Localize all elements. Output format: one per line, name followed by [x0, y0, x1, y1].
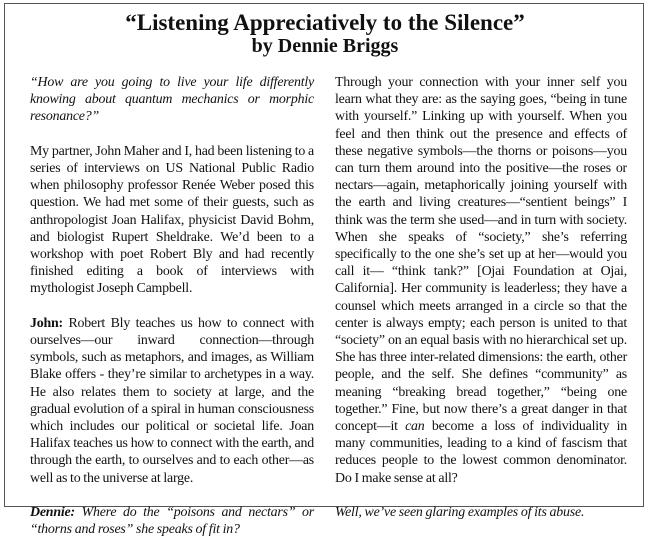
- john-text: Robert Bly teaches us how to connect with ourselves—our inward connection—through symbols, such as metaphors, and images, as William Blake offers - they’re similar to archetypes in a way. He also relates them to society at large, and the gradual evolution of a spiral in human consciousness which includes our political or societal life. Joan Halifax teaches us how to connect with the earth, and through the earth, to ourselves and to each other—as well as to the universe at large.: [30, 315, 314, 486]
- john-response-paragraph: [335, 74, 627, 487]
- right-column: [335, 74, 627, 538]
- article-byline: by Dennie Briggs: [251, 35, 399, 57]
- response-text-b: become a loss of individuality in many communities, leading to a kind of fascism that reduces people to the lowest common denominator. Do I make sense at all?: [335, 419, 627, 486]
- article-title: “Listening Appreciatively to the Silence”: [125, 10, 525, 35]
- opening-quote: “How are you going to live your life differently knowing about quantum mechanics or morphic resonance?”: [30, 75, 314, 125]
- intro-paragraph: My partner, John Maher and I, had been listening to a series of interviews on US National Public Radio when philosophy professor Renée Weber posed this question. We had met some of their guests, such as anthropologist Joan Halifax, physicist David Bohm, and biologist Rupert Sheldrake. We’d been to a workshop with poet Robert Bly and had recently finished editing a book of interviews with mythologist Joseph Campbell.: [30, 143, 314, 297]
- left-column: [30, 74, 314, 556]
- response-emphasis: can: [405, 419, 425, 435]
- closing-line: Well, we’ve seen glaring examples of its abuse.: [335, 505, 585, 521]
- dennie-paragraph: [30, 504, 314, 538]
- john-paragraph: [30, 315, 314, 487]
- dennie-text: Where do the “poisons and nectars” or “thorns and roses” she speaks of fit in?: [30, 505, 314, 538]
- speaker-label-dennie: Dennie:: [30, 505, 75, 521]
- response-text-a: Through your connection with your inner self you learn what they are: as the saying goes, “being in tune with yourself.” Linking up with yourself. When you feel and then think out the presence and effects of these negative symbols—the thorns or poisons—you can turn them around into the positive—the roses or nectars—again, metaphorically joining yourself with the earth and living creatures—“sentient beings” I think was the term she used—and in turn with society. When she speaks of “society,” she’s referring specifically to the one she’s set up at her—would you call it— “think tank?” [Ojai Foundation at Ojai, California]. Her community is leaderless; they have a counsel which meets arranged in a circle so that the center is always empty; each person is united to that “society” on an equal basis with no hierarchical set up. She has three inter-related dimensions: the earth, other people, and the self. She defines “community” as meaning “breaking bread together,” “being one together.” Fine, but now there’s a great danger in that concept—it: [335, 75, 627, 435]
- speaker-label-john: John:: [30, 315, 63, 331]
